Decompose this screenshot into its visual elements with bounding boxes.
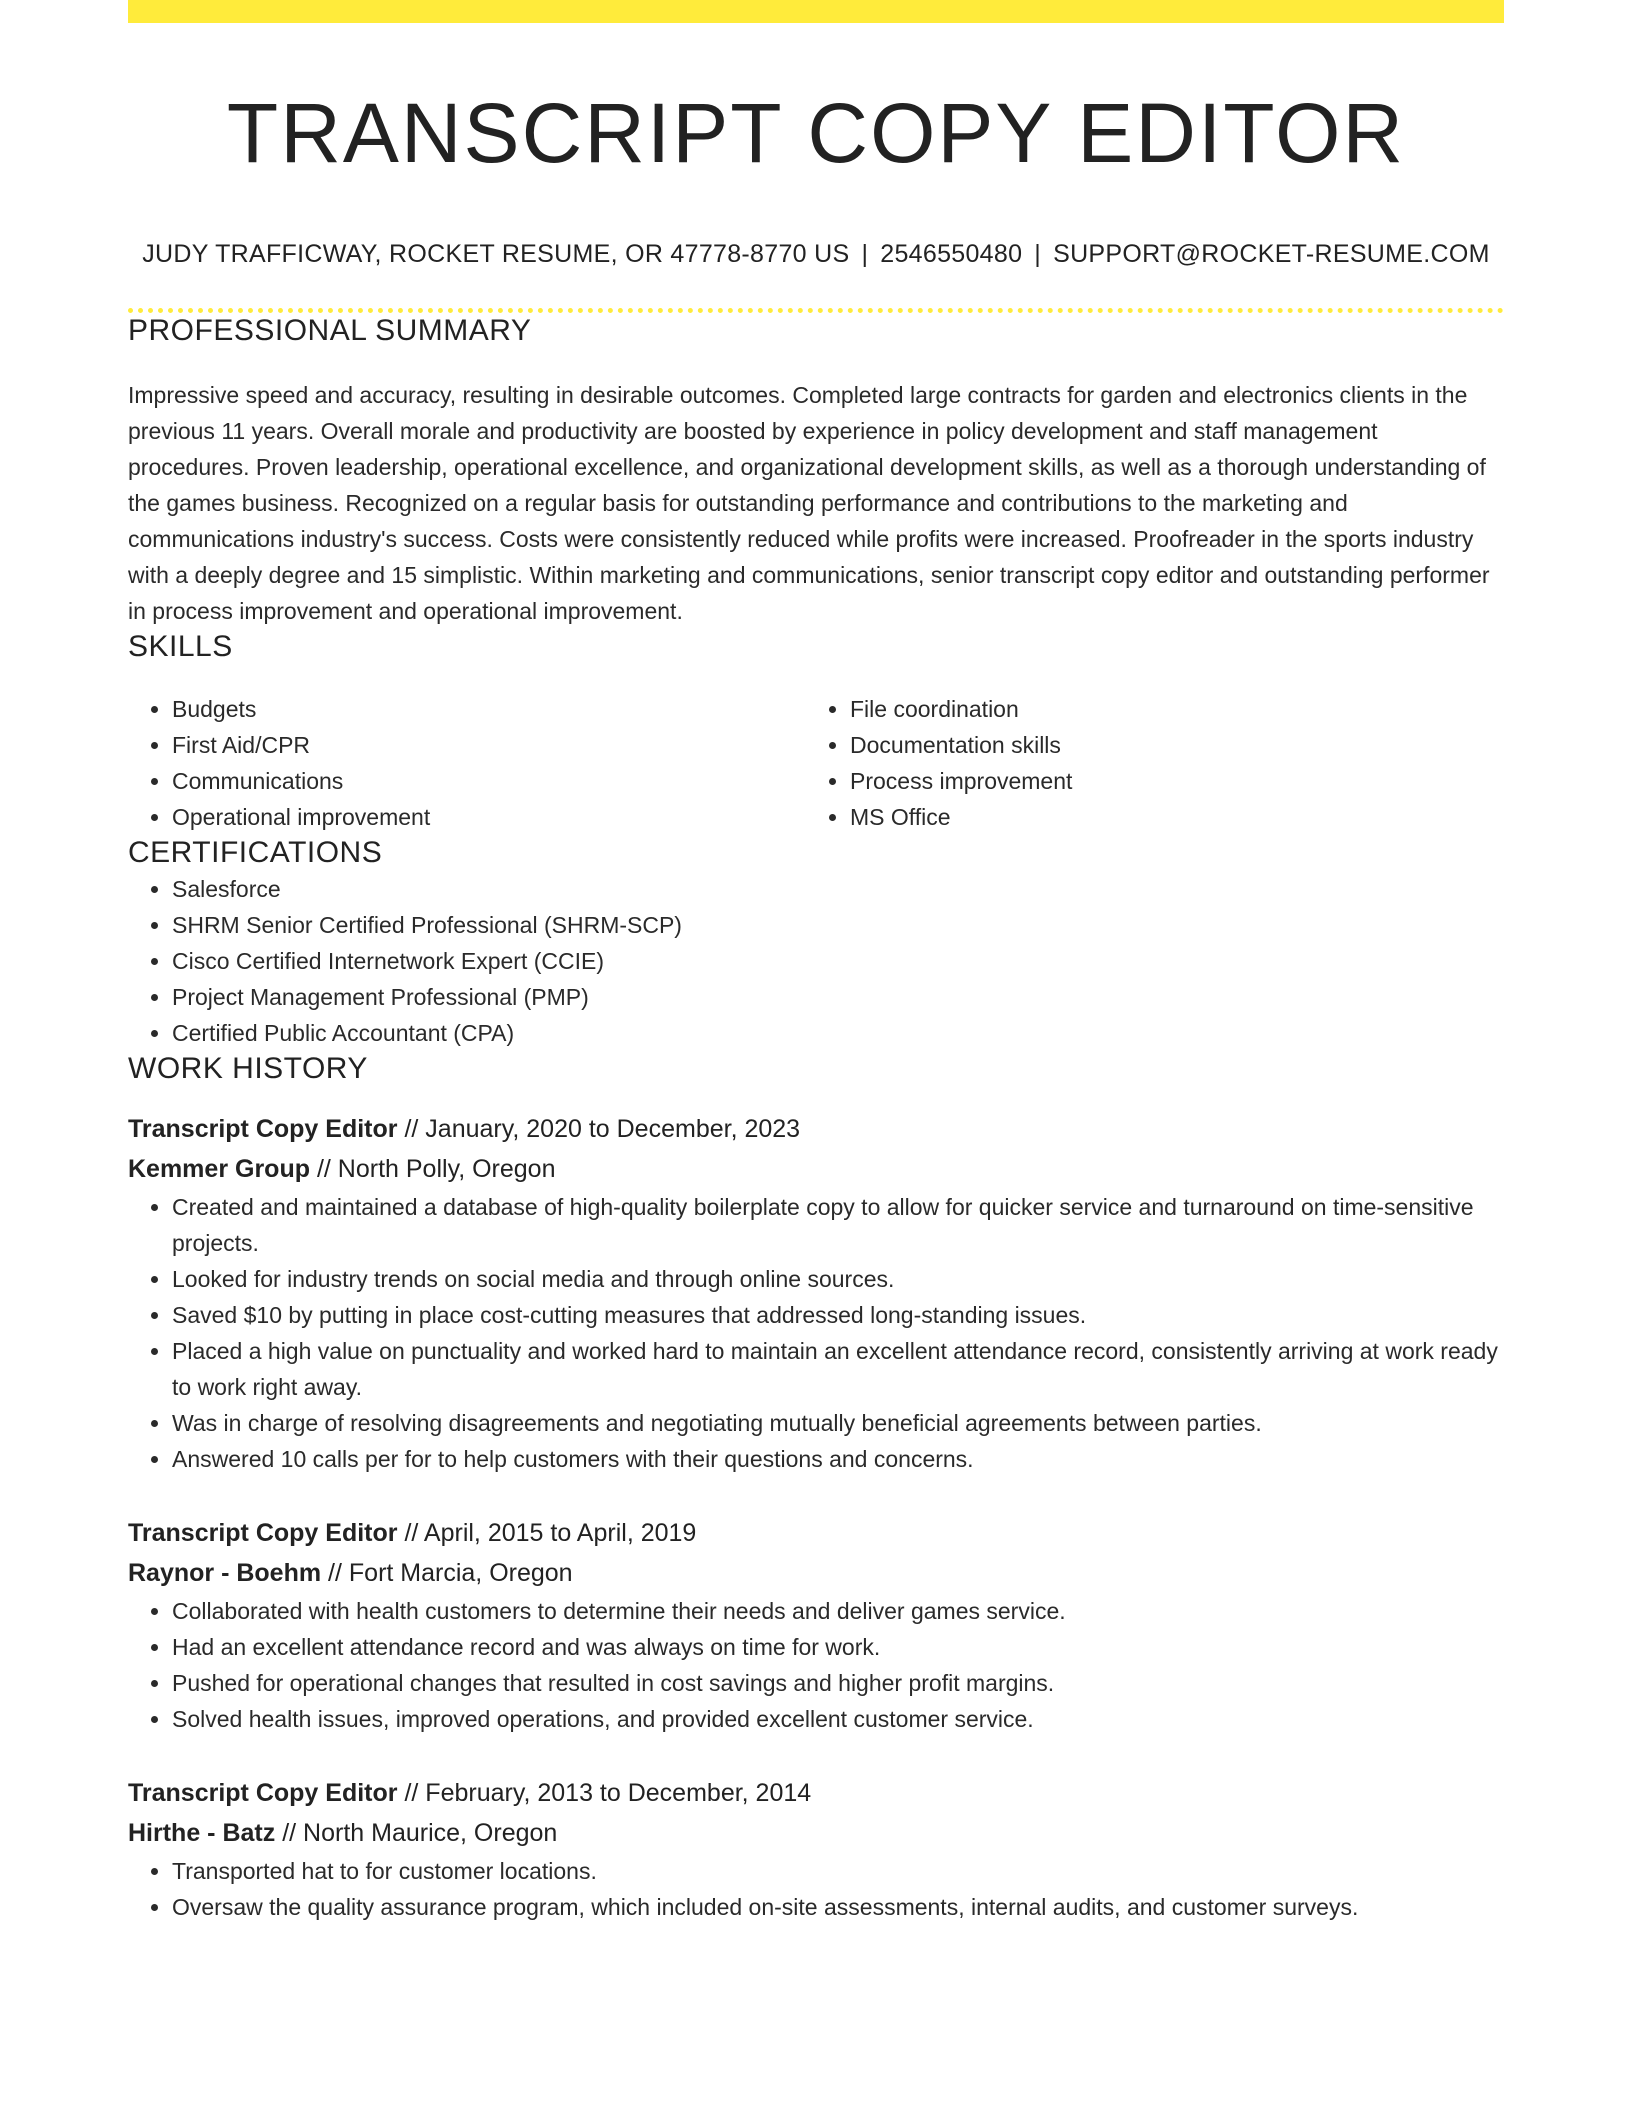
job-bullets <box>128 1593 1504 1737</box>
job-dates: February, 2013 to December, 2014 <box>425 1779 812 1808</box>
job-bullet: • Was in charge of resolving disagreements and negotiating mutually beneficial agreements between parties. <box>172 1405 1504 1441</box>
skill-item: • First Aid/CPR <box>172 727 806 763</box>
skills-column-right <box>806 691 1484 835</box>
job-company-line <box>128 1813 1504 1853</box>
job-company-line <box>128 1553 1504 1593</box>
job-location: North Polly, Oregon <box>337 1155 556 1184</box>
job-separator: // <box>282 1819 297 1848</box>
job-title-line <box>128 1513 1504 1553</box>
job-bullet: • Collaborated with health customers to determine their needs and deliver games service. <box>172 1593 1504 1629</box>
contact-address: JUDY TRAFFICWAY, ROCKET RESUME, OR 47778-8770 US <box>142 239 850 268</box>
skill-item: • Documentation skills <box>850 727 1484 763</box>
job-role: Transcript Copy Editor <box>128 1519 398 1548</box>
job-separator: // <box>316 1155 331 1184</box>
job-role: Transcript Copy Editor <box>128 1779 398 1808</box>
job-bullet: • Looked for industry trends on social media and through online sources. <box>172 1261 1504 1297</box>
resume-title: TRANSCRIPT COPY EDITOR <box>226 86 1406 180</box>
accent-top-bar <box>128 0 1504 23</box>
job-bullets <box>128 1853 1504 1925</box>
job-company: Raynor - Boehm <box>128 1559 322 1588</box>
job-bullet: • Transported hat to for customer locations. <box>172 1853 1504 1889</box>
job-bullet: • Created and maintained a database of high-quality boilerplate copy to allow for quicker service and turnaround on time-sensitive projects. <box>172 1189 1504 1261</box>
skill-item: • Operational improvement <box>172 799 806 835</box>
job-dates: January, 2020 to December, 2023 <box>425 1115 801 1144</box>
skill-item: • MS Office <box>850 799 1484 835</box>
job-company: Hirthe - Batz <box>128 1819 276 1848</box>
job-dates: April, 2015 to April, 2019 <box>423 1519 697 1548</box>
contact-line <box>128 238 1504 271</box>
skill-item: • File coordination <box>850 691 1484 727</box>
contact-email: SUPPORT@ROCKET-RESUME.COM <box>1053 239 1490 268</box>
certification-item: • SHRM Senior Certified Professional (SHRM-SCP) <box>172 907 1504 943</box>
job-separator: // <box>404 1779 419 1808</box>
skills-grid <box>128 691 1504 835</box>
resume-page <box>128 0 1504 1925</box>
certification-item: • Cisco Certified Internetwork Expert (CCIE) <box>172 943 1504 979</box>
job-title-line <box>128 1109 1504 1149</box>
contact-separator: | <box>1034 239 1042 268</box>
job-bullet: • Placed a high value on punctuality and worked hard to maintain an excellent attendance record, consistently arriving at work ready to work right away. <box>172 1333 1504 1405</box>
certifications-list <box>128 871 1504 1051</box>
skills-heading: SKILLS <box>128 630 233 664</box>
summary-heading: PROFESSIONAL SUMMARY <box>128 314 532 348</box>
job-bullet: • Had an excellent attendance record and was always on time for work. <box>172 1629 1504 1665</box>
contact-phone: 2546550480 <box>880 239 1023 268</box>
job-bullets <box>128 1189 1504 1477</box>
job-location: North Maurice, Oregon <box>303 1819 558 1848</box>
job-bullet: • Solved health issues, improved operations, and provided excellent customer service. <box>172 1701 1504 1737</box>
job-bullet: • Answered 10 calls per for to help customers with their questions and concerns. <box>172 1441 1504 1477</box>
skill-item: • Process improvement <box>850 763 1484 799</box>
certification-item: • Certified Public Accountant (CPA) <box>172 1015 1504 1051</box>
job-bullet: • Pushed for operational changes that resulted in cost savings and higher profit margins. <box>172 1665 1504 1701</box>
job-company: Kemmer Group <box>128 1155 310 1184</box>
work-history-heading: WORK HISTORY <box>128 1052 368 1086</box>
job-bullet: • Oversaw the quality assurance program, which included on-site assessments, internal audits, and customer surveys. <box>172 1889 1504 1925</box>
skills-column-left <box>128 691 806 835</box>
job-company-line <box>128 1149 1504 1189</box>
contact-separator: | <box>861 239 869 268</box>
skill-item: • Communications <box>172 763 806 799</box>
certification-item: • Project Management Professional (PMP) <box>172 979 1504 1015</box>
skill-item: • Budgets <box>172 691 806 727</box>
job-separator: // <box>404 1519 419 1548</box>
job-title-line <box>128 1773 1504 1813</box>
job-bullet: • Saved $10 by putting in place cost-cutting measures that addressed long-standing issues. <box>172 1297 1504 1333</box>
certifications-heading: CERTIFICATIONS <box>128 836 383 870</box>
job-separator: // <box>404 1115 419 1144</box>
job-location: Fort Marcia, Oregon <box>348 1559 573 1588</box>
job-role: Transcript Copy Editor <box>128 1115 398 1144</box>
summary-text: Impressive speed and accuracy, resulting in desirable outcomes. Completed large contracts for garden and electronics clients in the previous 11 years. Overall morale and productivity are boosted by experience in policy development and staff management procedures. Proven leadership, operational excellence, and organizational development skills, as well as a thorough understanding of the games business. Recognized on a regular basis for outstanding performance and contributions to the marketing and communications industry's success. Costs were consistently reduced while profits were increased. Proofreader in the sports industry with a deeply degree and 15 simplistic. Within marketing and communications, senior transcript copy editor and outstanding performer in process improvement and operational improvement. <box>128 382 1490 625</box>
job-separator: // <box>328 1559 342 1588</box>
certification-item: • Salesforce <box>172 871 1504 907</box>
